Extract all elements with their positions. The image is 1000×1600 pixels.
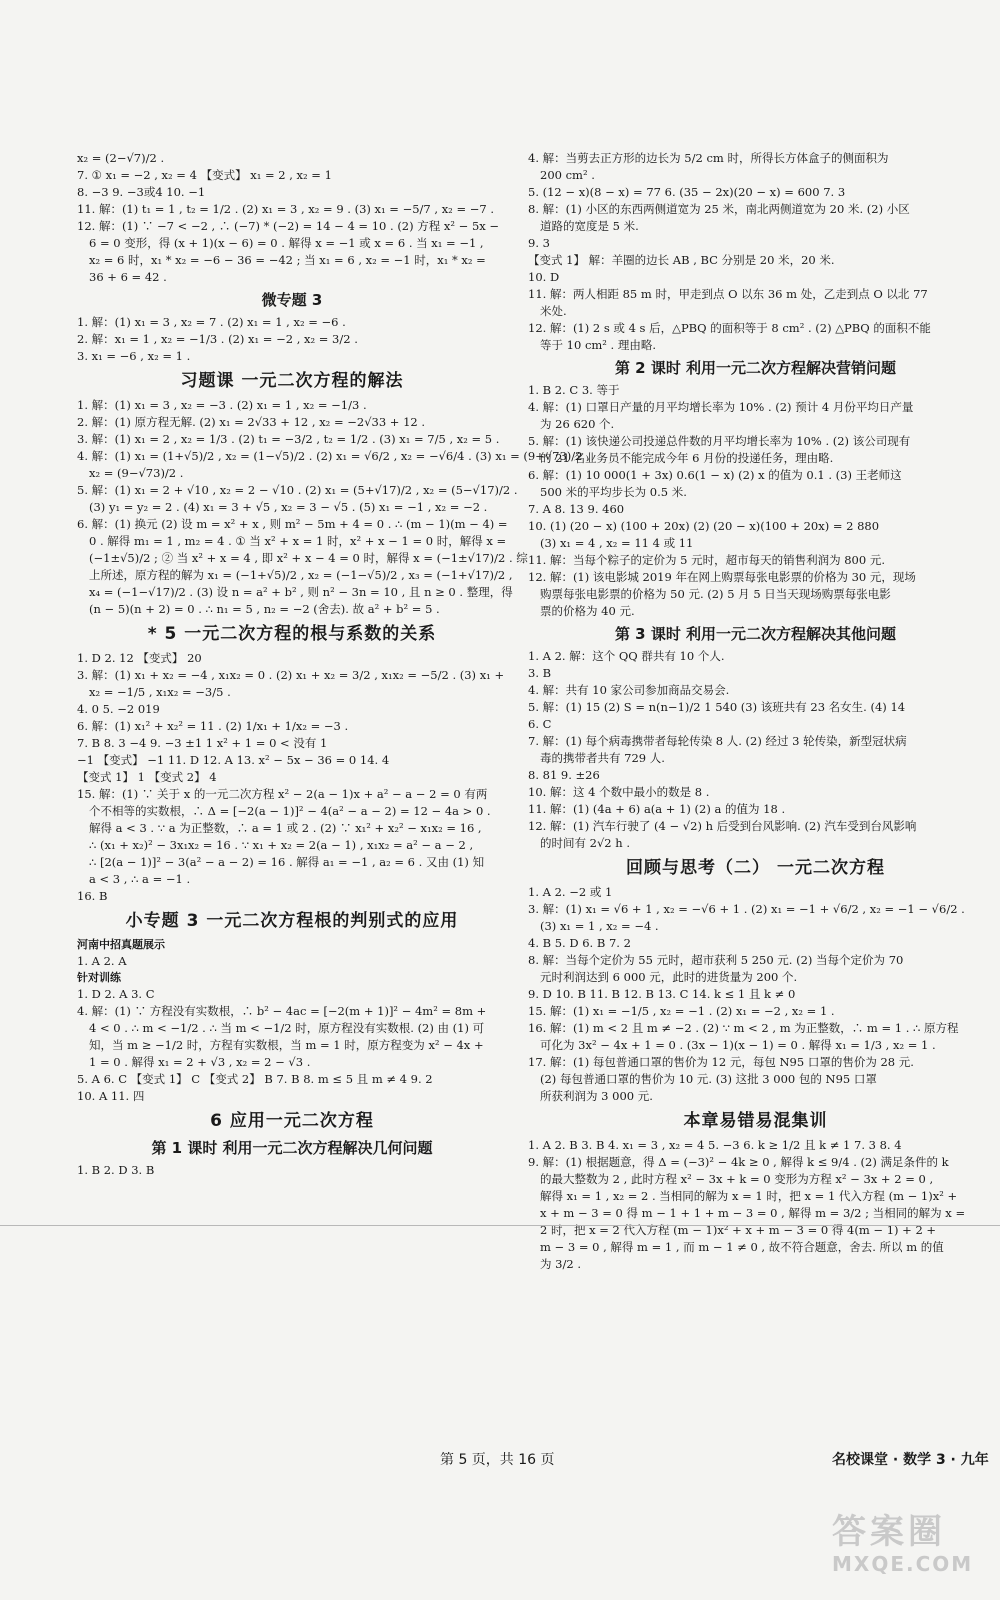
- answer-line: 10. 解：这 4 个数中最小的数是 8 .: [528, 785, 710, 799]
- watermark-logo: [832, 1512, 982, 1582]
- answer-line: 2. 解：x₁ = 1 , x₂ = −1/3 . (2) x₁ = −2 , x₂ = 3/2 .: [77, 332, 358, 346]
- answer-line: 5. 解：(1) 该快递公司投递总件数的月平均增长率为 10% . (2) 该公司现有: [528, 434, 911, 448]
- answer-line-continued: 上所述，原方程的解为 x₁ = (−1+√5)/2 , x₂ = (−1−√5)/2 , x₃ = (−1+√17)/2 ,: [89, 568, 513, 582]
- answer-line: 5. A 6. C 【变式 1】 C 【变式 2】 B 7. B 8. m ≤ 5 且 m ≠ 4 9. 2: [77, 1072, 433, 1086]
- subsection-label: 针对训练: [77, 971, 121, 984]
- answer-line: 1. A 2. 解：这个 QQ 群共有 10 个人.: [528, 649, 725, 663]
- answer-line: −1 【变式】 −1 11. D 12. A 13. x² − 5x − 36 = 0 14. 4: [77, 753, 390, 767]
- answer-line: 11. 解：(1) t₁ = 1 , t₂ = 1/2 . (2) x₁ = 3 , x₂ = 9 . (3) x₁ = −5/7 , x₂ = −7 .: [77, 202, 495, 216]
- answer-line-continued: 米处.: [540, 304, 567, 318]
- answer-line: 12. 解：(1) 汽车行驶了 (4 − √2) h 后受到台风影响. (2) 汽车受到台风影响: [528, 819, 917, 833]
- answer-line-continued: 可化为 3x² − 4x + 1 = 0 . (3x − 1)(x − 1) = 0 . 解得 x₁ = 1/3 , x₂ = 1 .: [540, 1038, 936, 1052]
- answer-line-continued: 毒的携带者共有 729 人.: [540, 751, 665, 765]
- answer-line: 3. 解：(1) x₁ = 2 , x₂ = 1/3 . (2) t₁ = −3/2 , t₂ = 1/2 . (3) x₁ = 7/5 , x₂ = 5 .: [77, 432, 500, 446]
- answer-line-continued: (3) y₁ = y₂ = 2 . (4) x₁ = 3 + √5 , x₂ = 3 − √5 . (5) x₁ = −1 , x₂ = −2 .: [89, 500, 488, 514]
- answer-line: 5. 解：(1) 15 (2) S = n(n−1)/2 1 540 (3) 该班共有 23 名女生. (4) 14: [528, 700, 906, 714]
- answer-line: 9. 3: [528, 236, 550, 250]
- answer-line: 11. 解：当每个粽子的定价为 5 元时，超市每天的销售利润为 800 元.: [528, 553, 885, 567]
- answer-line: 1. A 2. A: [77, 954, 127, 968]
- answer-line: 17. 解：(1) 每包普通口罩的售价为 12 元，每包 N95 口罩的售价为 28 元.: [528, 1055, 914, 1069]
- answer-line: 4. B 5. D 6. B 7. 2: [528, 936, 631, 950]
- answer-line: 1. 解：(1) x₁ = 3 , x₂ = 7 . (2) x₁ = 1 , x₂ = −6 .: [77, 315, 346, 329]
- answer-line: 4. 解：(1) 口罩日产量的月平均增长率为 10% . (2) 预计 4 月份平均日产量: [528, 400, 914, 414]
- answer-line-continued: 2 时，把 x = 2 代入方程 (m − 1)x² + x + m − 3 = 0 得 4(m − 1) + 2 +: [540, 1223, 937, 1237]
- answer-line-continued: (3) x₁ = 4 , x₂ = 11 4 或 11: [540, 536, 694, 550]
- answer-line: 4. 0 5. −2 019: [77, 702, 160, 716]
- chapter-heading: 回顾与思考（二） 一元二次方程: [626, 858, 885, 878]
- answer-line-continued: x₂ = 6 时，x₁ * x₂ = −6 − 36 = −42 ; 当 x₁ = 6 , x₂ = −1 时，x₁ * x₂ =: [89, 253, 486, 267]
- watermark-url: MXQE.COM: [832, 1552, 974, 1576]
- answer-line-continued: 的最大整数为 2 , 此时方程 x² − 3x + k = 0 变形为方程 x² − 3x + 2 = 0 ,: [540, 1172, 934, 1186]
- answer-line: 3. x₁ = −6 , x₂ = 1 .: [77, 349, 191, 363]
- answer-line: 5. (12 − x)(8 − x) = 77 6. (35 − 2x)(20 − x) = 600 7. 3: [528, 185, 846, 199]
- answer-line-continued: 的时间有 2√2 h .: [540, 836, 630, 850]
- answer-line: 10. A 11. 四: [77, 1089, 145, 1103]
- answer-line-continued: 1 = 0 . 解得 x₁ = 2 + √3 , x₂ = 2 − √3 .: [89, 1055, 311, 1069]
- answer-line-continued: 等于 10 cm² . 理由略.: [540, 338, 657, 352]
- answer-line: 3. 解：(1) x₁ = √6 + 1 , x₂ = −√6 + 1 . (2) x₁ = −1 + √6/2 , x₂ = −1 − √6/2 .: [528, 902, 965, 916]
- section-heading: 第 1 课时 利用一元二次方程解决几何问题: [151, 1139, 433, 1157]
- answer-line: 11. 解：(1) (4a + 6) a(a + 1) (2) a 的值为 18 .: [528, 802, 786, 816]
- answer-line: 15. 解：(1) x₁ = −1/5 , x₂ = −1 . (2) x₁ = −2 , x₂ = 1 .: [528, 1004, 835, 1018]
- answer-line-continued: 500 米的平均步长为 0.5 米.: [540, 485, 687, 499]
- answer-line-continued: ∴ (x₁ + x₂)² − 3x₁x₂ = 16 . ∵ x₁ + x₂ = 2(a − 1) , x₁x₂ = a² − a − 2 ,: [89, 838, 474, 852]
- section-divider: [0, 1225, 1000, 1226]
- answer-line-continued: x₂ = (9−√73)/2 .: [89, 466, 184, 480]
- answer-line: 8. −3 9. −3或4 10. −1: [77, 185, 206, 199]
- answer-line-continued: 的 21 名业务员不能完成今年 6 月份的投递任务，理由略.: [540, 451, 834, 465]
- answer-line: 6. C: [528, 717, 552, 731]
- subsection-label: 河南中招真题展示: [77, 938, 165, 951]
- answer-line: 8. 解：(1) 小区的东西两侧道宽为 25 米，南北两侧道宽为 20 米. (2) 小区: [528, 202, 910, 216]
- answer-line-continued: (3) x₁ = 1 , x₂ = −4 .: [540, 919, 659, 933]
- answer-line: 1. D 2. A 3. C: [77, 987, 155, 1001]
- watermark-text: 答案圈: [832, 1512, 946, 1552]
- answer-line-continued: x + m − 3 = 0 得 m − 1 + 1 + m − 3 = 0 , 解得 m = 3/2 ; 当相同的解为 x =: [540, 1206, 966, 1220]
- answer-line: 1. D 2. 12 【变式】 20: [77, 651, 202, 665]
- answer-line: 4. 解：共有 10 家公司参加商品交易会.: [528, 683, 730, 697]
- answer-line: 5. 解：(1) x₁ = 2 + √10 , x₂ = 2 − √10 . (2) x₁ = (5+√17)/2 , x₂ = (5−√17)/2 .: [77, 483, 518, 497]
- answer-line: 1. B 2. D 3. B: [77, 1163, 155, 1177]
- answer-line: 1. A 2. B 3. B 4. x₁ = 3 , x₂ = 4 5. −3 6. k ≥ 1/2 且 k ≠ 1 7. 3 8. 4: [528, 1138, 902, 1152]
- answer-line-continued: x₂ = −1/5 , x₁x₂ = −3/5 .: [89, 685, 231, 699]
- answer-line: 7. 解：(1) 每个病毒携带者每轮传染 8 人. (2) 经过 3 轮传染，新型冠状病: [528, 734, 907, 748]
- answer-line-continued: 解得 a < 3 . ∵ a 为正整数，∴ a = 1 或 2 . (2) ∵ x₁² + x₂² − x₁x₂ = 16 ,: [89, 821, 482, 835]
- answer-line-continued: (2) 每包普通口罩的售价为 10 元. (3) 这批 3 000 包的 N95 口罩: [540, 1072, 877, 1086]
- answer-line: 12. 解：(1) 该电影城 2019 年在网上购票每张电影票的价格为 30 元，现场: [528, 570, 916, 584]
- answer-line: 16. 解：(1) m < 2 且 m ≠ −2 . (2) ∵ m < 2 , m 为正整数，∴ m = 1 . ∴ 原方程: [528, 1021, 959, 1035]
- answer-line: 11. 解：两人相距 85 m 时，甲走到点 O 以东 36 m 处，乙走到点 O 以北 77: [528, 287, 928, 301]
- answer-line: 8. 解：当每个定价为 55 元时，超市获利 5 250 元. (2) 当每个定价为 70: [528, 953, 904, 967]
- answer-line-continued: 道路的宽度是 5 米.: [540, 219, 639, 233]
- section-heading: 第 3 课时 利用一元二次方程解决其他问题: [614, 625, 897, 643]
- answer-line: 10. D: [528, 270, 560, 284]
- chapter-heading: * 5 一元二次方程的根与系数的关系: [147, 624, 437, 644]
- chapter-heading: 本章易错易混集训: [683, 1111, 828, 1131]
- answer-line: 6. 解：(1) 10 000(1 + 3x) 0.6(1 − x) (2) x 的值为 0.1 . (3) 王老师这: [528, 468, 902, 482]
- chapter-heading: 小专题 3 一元二次方程根的判别式的应用: [125, 911, 459, 931]
- answer-line: x₂ = (2−√7)/2 .: [77, 151, 165, 165]
- answer-line: 7. B 8. 3 −4 9. −3 ±1 1 x² + 1 = 0 < 没有 1: [77, 736, 328, 750]
- answer-line: 3. B: [528, 666, 552, 680]
- answer-line: 4. 解：(1) ∵ 方程没有实数根，∴ b² − 4ac = [−2(m + 1)]² − 4m² = 8m +: [77, 1004, 487, 1018]
- answer-line: 7. ① x₁ = −2 , x₂ = 4 【变式】 x₁ = 2 , x₂ = 1: [77, 168, 332, 182]
- answer-line: 15. 解：(1) ∵ 关于 x 的一元二次方程 x² − 2(a − 1)x + a² − a − 2 = 0 有两: [77, 787, 488, 801]
- chapter-heading: 习题课 一元二次方程的解法: [180, 371, 404, 391]
- answer-line-continued: m − 3 = 0 , 解得 m = 1 , 而 m − 1 ≠ 0 , 故不符合题意，舍去. 所以 m 的值: [540, 1240, 944, 1254]
- answer-line-continued: ∴ [2(a − 1)]² − 3(a² − a − 2) = 16 . 解得 a₁ = −1 , a₂ = 6 . 又由 (1) 知: [89, 855, 485, 869]
- answer-line-continued: x₄ = (−1−√17)/2 . (3) 设 n = a² + b² , 则 n² − 3n = 10 , 且 n ≥ 0 . 整理，得: [89, 585, 513, 599]
- right-column: [528, 150, 983, 1273]
- answer-line-continued: 36 + 6 = 42 .: [89, 270, 167, 284]
- answer-line: 12. 解：(1) 2 s 或 4 s 后，△PBQ 的面积等于 8 cm² . (2) △PBQ 的面积不能: [528, 321, 931, 335]
- answer-line-continued: 4 < 0 . ∴ m < −1/2 . ∴ 当 m < −1/2 时，原方程没有实数根. (2) 由 (1) 可: [89, 1021, 485, 1035]
- answer-line-continued: 6 = 0 变形，得 (x + 1)(x − 6) = 0 . 解得 x = −1 或 x = 6 . 当 x₁ = −1 ,: [89, 236, 484, 250]
- answer-line: 9. 解：(1) 根据题意，得 Δ = (−3)² − 4k ≥ 0 , 解得 k ≤ 9/4 . (2) 满足条件的 k: [528, 1155, 949, 1169]
- answer-line-continued: 为 26 620 个.: [540, 417, 615, 431]
- answer-line: 4. 解：(1) x₁ = (1+√5)/2 , x₂ = (1−√5)/2 . (2) x₁ = √6/2 , x₂ = −√6/4 . (3) x₁ = (9+√73)/2 ,: [77, 449, 590, 463]
- answer-line-continued: 所获利润为 3 000 元.: [540, 1089, 653, 1103]
- answer-line: 6. 解：(1) x₁² + x₂² = 11 . (2) 1/x₁ + 1/x₂ = −3 .: [77, 719, 349, 733]
- answer-line-continued: 解得 x₁ = 1 , x₂ = 2 . 当相同的解为 x = 1 时，把 x = 1 代入方程 (m − 1)x² +: [540, 1189, 958, 1203]
- answer-line-continued: 元时利润达到 6 000 元，此时的进货量为 200 个.: [540, 970, 798, 984]
- answer-line: 16. B: [77, 889, 108, 903]
- answer-line-continued: 票的价格为 40 元.: [540, 604, 635, 618]
- answer-line: 3. 解：(1) x₁ + x₂ = −4 , x₁x₂ = 0 . (2) x₁ + x₂ = 3/2 , x₁x₂ = −5/2 . (3) x₁ +: [77, 668, 505, 682]
- section-heading: 第 2 课时 利用一元二次方程解决营销问题: [614, 359, 897, 377]
- answer-line: 2. 解：(1) 原方程无解. (2) x₁ = 2√33 + 12 , x₂ = −2√33 + 12 .: [77, 415, 426, 429]
- answer-line-continued: 200 cm² .: [540, 168, 595, 182]
- answer-line-continued: 0 . 解得 m₁ = 1 , m₂ = 4 . ① 当 x² + x = 1 时，x² + x − 1 = 0 时，解得 x =: [89, 534, 507, 548]
- answer-line-continued: (n − 5)(n + 2) = 0 . ∴ n₁ = 5 , n₂ = −2 (舍去). 故 a² + b² = 5 .: [89, 602, 440, 616]
- answer-line-continued: (−1±√5)/2 ; ② 当 x² + x = 4 , 即 x² + x − 4 = 0 时，解得 x = (−1±√17)/2 . 综: [89, 551, 528, 565]
- answer-line: 1. A 2. −2 或 1: [528, 885, 613, 899]
- answer-line-continued: 知，当 m ≥ −1/2 时，方程有实数根，当 m = 1 时，原方程变为 x² − 4x +: [89, 1038, 484, 1052]
- answer-line: 【变式 1】 解：羊圈的边长 AB , BC 分别是 20 米，20 米.: [528, 253, 835, 267]
- chapter-heading: 6 应用一元二次方程: [210, 1111, 374, 1131]
- answer-line: 7. A 8. 13 9. 460: [528, 502, 625, 516]
- answer-line: 10. (1) (20 − x) (100 + 20x) (2) (20 − x)(100 + 20x) = 2 880: [528, 519, 880, 533]
- answer-line: 6. 解：(1) 换元 (2) 设 m = x² + x , 则 m² − 5m + 4 = 0 . ∴ (m − 1)(m − 4) =: [77, 517, 508, 531]
- answer-line-continued: 购票每张电影票的价格为 50 元. (2) 5 月 5 日当天现场购票每张电影: [540, 587, 891, 601]
- answer-line: 1. 解：(1) x₁ = 3 , x₂ = −3 . (2) x₁ = 1 , x₂ = −1/3 .: [77, 398, 367, 412]
- answer-line: 【变式 1】 1 【变式 2】 4: [77, 770, 217, 784]
- answer-line: 1. B 2. C 3. 等于: [528, 383, 620, 397]
- book-brand: 名校课堂 · 数学 3 · 九年: [832, 1452, 989, 1468]
- answer-line: 12. 解：(1) ∵ −7 < −2 , ∴ (−7) * (−2) = 14 − 4 = 10 . (2) 方程 x² − 5x −: [77, 219, 500, 233]
- answer-line-continued: 为 3/2 .: [540, 1257, 581, 1271]
- answer-line: 4. 解：当剪去正方形的边长为 5/2 cm 时，所得长方体盒子的侧面积为: [528, 151, 889, 165]
- answer-line-continued: 个不相等的实数根，∴ Δ = [−2(a − 1)]² − 4(a² − a − 2) = 12 − 4a > 0 .: [89, 804, 491, 818]
- answer-line: 8. 81 9. ±26: [528, 768, 600, 782]
- section-heading: 微专题 3: [261, 291, 323, 309]
- answer-line: 9. D 10. B 11. B 12. B 13. C 14. k ≤ 1 且 k ≠ 0: [528, 987, 796, 1001]
- answer-line-continued: a < 3 , ∴ a = −1 .: [89, 872, 191, 886]
- page-indicator: 第 5 页，共 16 页: [440, 1452, 555, 1468]
